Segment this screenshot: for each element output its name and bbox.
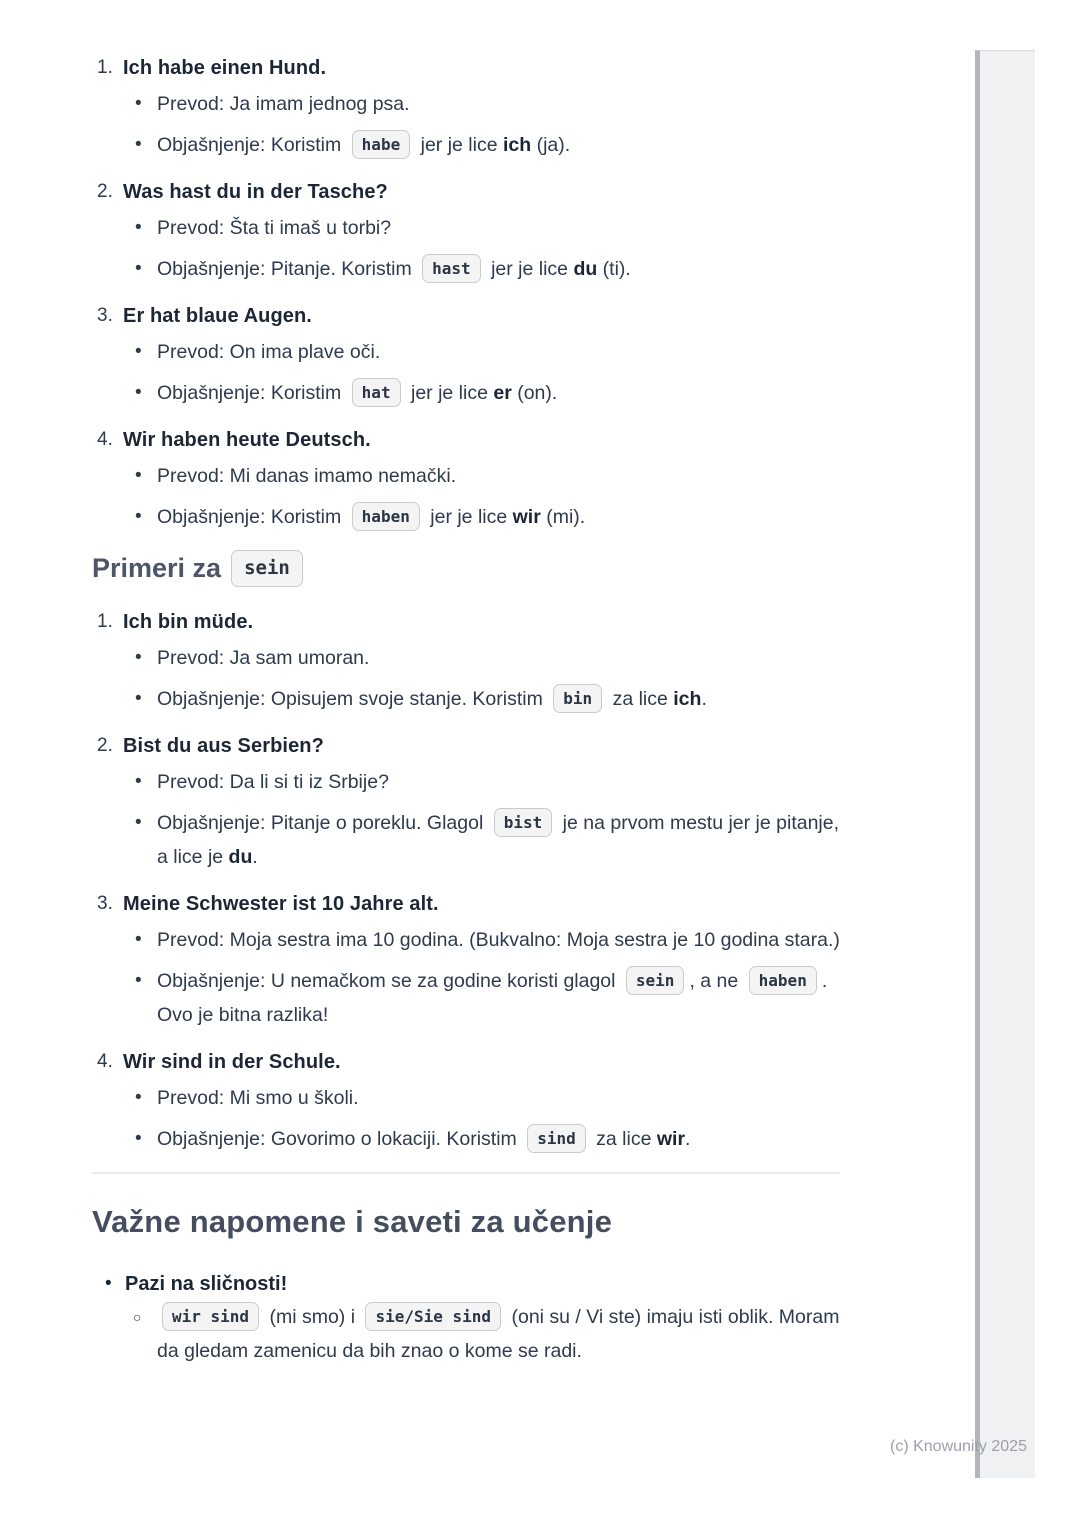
bullet-marker: • [135,134,142,155]
bullet-text: Prevod: Mi smo u školi. [157,1086,359,1109]
sein-examples-list [92,608,840,1156]
note-title-row [92,1270,840,1298]
code-chip: habe [352,130,411,159]
bullet-item [92,806,840,874]
bullet-text: Objašnjenje: Koristim hat jer je lice er (on). [157,376,840,410]
list-item-title: Ich habe einen Hund. [123,57,327,79]
list-item-title-row [92,1048,840,1076]
list-item-title: Meine Schwester ist 10 Jahre alt. [123,892,439,915]
bullet-marker: • [135,1127,142,1149]
bullet-marker: • [135,770,142,792]
code-chip: bin [553,684,602,713]
bullet-item [92,376,840,410]
bullet-marker: • [135,258,142,279]
copyright-watermark: (c) Knowunity 2025 [890,1438,1027,1455]
list-item-title: Wir sind in der Schule. [123,1050,341,1073]
list-item-title: Ich bin müde. [123,610,254,633]
bold-text: er [493,382,512,404]
list-item [92,1048,840,1156]
list-item [92,426,840,534]
list-item [92,608,840,716]
sein-section-heading [92,550,840,587]
bullet-marker: • [135,1086,142,1108]
list-item-title: Wir haben heute Deutsch. [123,429,371,451]
bullet-marker: • [135,928,142,950]
list-item [92,732,840,874]
bullet-marker: • [135,811,142,833]
notes-section-heading: Važne napomene i saveti za učenje [92,1203,613,1239]
bullet-item [92,1122,840,1156]
list-item-title: Was hast du in der Tasche? [123,181,388,203]
note-item [92,1270,840,1368]
bullet-text: Objašnjenje: Pitanje o poreklu. Glagol bist je na prvom mestu jer je pitanje, a lice je du. [157,806,840,874]
code-chip: sind [527,1124,586,1153]
list-item-number: 4. [97,429,113,450]
code-chip: sie/Sie sind [365,1302,501,1331]
scrollbar-track[interactable] [975,50,1035,1478]
bullet-marker: • [135,341,142,362]
bold-text: wir [512,506,541,528]
bullet-marker: • [135,506,142,527]
sub-bullet-text: wir sind (mi smo) i sie/Sie sind (oni su / Vi ste) imaju isti oblik. Moram da gledam zamenicu da bih znao o kome se radi. [157,1300,840,1368]
sub-bullet-item [92,1300,840,1368]
list-item-title: Bist du aus Serbien? [123,734,324,757]
list-item [92,178,840,286]
list-item-title-row [92,178,840,206]
list-item-title-row [92,732,840,760]
bullet-item [92,500,840,534]
bullet-text: Objašnjenje: Koristim haben jer je lice wir (mi). [157,500,840,534]
bold-text: ich [502,134,532,156]
bullet-text: Prevod: Šta ti imaš u torbi? [157,217,392,239]
list-item-number: 4. [97,1050,113,1072]
bullet-item [92,128,840,162]
list-item-title-row [92,302,840,330]
code-chip: haben [352,502,420,531]
bullet-item [92,459,840,493]
bold-text: ich [673,687,702,710]
note-title: Pazi na sličnosti! [125,1272,288,1295]
list-item [92,890,840,1032]
bullet-text: Prevod: Da li si ti iz Srbije? [157,770,389,793]
bullet-text: Prevod: Ja imam jednog psa. [157,93,410,115]
bullet-item [92,335,840,369]
circle-bullet-marker: ○ [133,1308,142,1325]
bullet-text: Prevod: On ima plave oči. [157,341,381,363]
list-item-number: 1. [97,610,113,632]
list-item [92,302,840,410]
list-item-title-row [92,54,840,82]
sein-heading-text: Primeri za [92,552,222,583]
list-item-number: 3. [97,305,113,326]
bullet-text: Objašnjenje: Govorimo o lokaciji. Koristim sind za lice wir. [157,1122,840,1156]
list-item-title-row [92,890,840,918]
bullet-marker: • [135,382,142,403]
bullet-text: Prevod: Mi danas imamo nemački. [157,465,457,487]
section-divider [92,1172,840,1174]
list-item-title-row [92,608,840,636]
document-page-content [92,54,840,1368]
bullet-text: Prevod: Ja sam umoran. [157,646,370,669]
bullet-marker: • [105,1272,112,1294]
haben-examples-list [92,54,840,534]
list-item [92,54,840,162]
bullet-marker: • [135,646,142,668]
code-chip: hast [422,254,481,283]
code-chip: bist [494,808,553,837]
bullet-item [92,1081,840,1115]
list-item-title-row [92,426,840,454]
bullet-item [92,211,840,245]
bullet-item [92,682,840,716]
bold-text: du [573,258,598,280]
bullet-item [92,252,840,286]
bullet-item [92,923,840,957]
bullet-item [92,641,840,675]
list-item-number: 3. [97,892,113,914]
code-chip: wir sind [162,1302,259,1331]
list-item-number: 1. [97,57,113,78]
bullet-marker: • [135,93,142,114]
code-chip: sein [626,966,685,995]
bold-text: wir [656,1127,686,1150]
code-chip: hat [352,378,401,407]
bullet-text: Prevod: Moja sestra ima 10 godina. (Bukvalno: Moja sestra je 10 godina stara.) [157,928,840,951]
bullet-marker: • [135,465,142,486]
code-chip: haben [749,966,817,995]
notes-list [92,1270,840,1368]
list-item-number: 2. [97,734,113,756]
bullet-text: Objašnjenje: Koristim habe jer je lice ich (ja). [157,128,840,162]
bullet-item [92,765,840,799]
bullet-marker: • [135,687,142,709]
bullet-item [92,87,840,121]
bullet-item [92,964,840,1032]
bullet-text: Objašnjenje: Opisujem svoje stanje. Koristim bin za lice ich. [157,682,840,716]
bullet-marker: • [135,969,142,991]
list-item-title: Er hat blaue Augen. [123,305,312,327]
bullet-marker: • [135,217,142,238]
bold-text: du [228,845,253,868]
bullet-text: Objašnjenje: Pitanje. Koristim hast jer je lice du (ti). [157,252,840,286]
sein-heading-code-chip: sein [231,550,303,587]
bullet-text: Objašnjenje: U nemačkom se za godine koristi glagol sein , a ne haben . Ovo je bitna razlika! [157,964,840,1032]
list-item-number: 2. [97,181,113,202]
